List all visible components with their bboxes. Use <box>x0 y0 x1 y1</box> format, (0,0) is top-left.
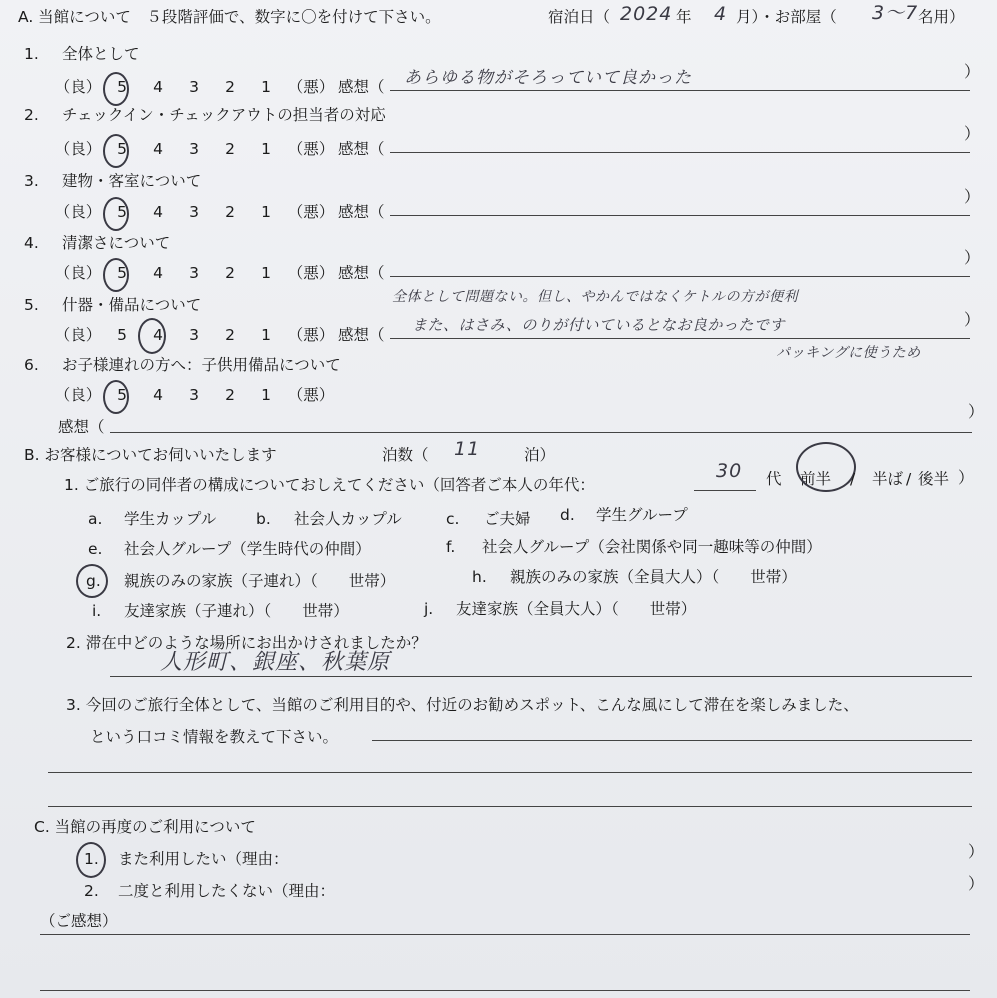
rating-5[interactable]: 5 <box>117 140 127 158</box>
option-i-label[interactable]: 友達家族（子連れ）（ 世帯） <box>124 602 349 620</box>
room-suffix: 名用） <box>918 8 965 26</box>
c-option-2-key[interactable]: 2. <box>84 882 99 900</box>
rating-1[interactable]: 1 <box>261 140 271 158</box>
q1-title: 全体として <box>62 45 140 63</box>
q2-comment-label: 感想（ <box>338 140 385 158</box>
option-j-label[interactable]: 友達家族（全員大人）（ 世帯） <box>456 600 697 618</box>
age-suffix: 代 <box>766 470 782 488</box>
q2-number: 2. <box>24 106 39 124</box>
rating-1[interactable]: 1 <box>261 326 271 344</box>
q4-comment-line[interactable] <box>390 276 970 277</box>
c-comment-line-1[interactable] <box>40 934 970 935</box>
q4-rating <box>52 266 338 282</box>
q1-comment[interactable]: あらゆる物がそろっていて良かった <box>404 68 692 88</box>
q5-rating <box>52 328 338 344</box>
c-comment-label: （ご感想） <box>40 912 118 930</box>
q3-close-paren: ） <box>964 187 981 206</box>
rating-3[interactable]: 3 <box>189 78 199 96</box>
rating-good-label: （良） <box>54 203 102 221</box>
rating-bad-label: （悪） <box>287 140 335 158</box>
option-a-label[interactable]: 学生カップル <box>124 510 217 528</box>
q4-number: 4. <box>24 234 39 252</box>
rating-2[interactable]: 2 <box>225 386 235 404</box>
stay-month-value[interactable]: 4 <box>714 3 728 25</box>
b-q3-text: 3. 今回のご旅行全体として、当館のご利用目的や、付近のお勧めスポット、こんな風にして滞在を楽しみました、 <box>66 696 859 714</box>
rating-bad-label: （悪） <box>287 203 335 221</box>
q3-comment-line[interactable] <box>390 215 970 216</box>
q4-title: 清潔さについて <box>62 234 171 252</box>
section-c-title: C. 当館の再度のご利用について <box>34 818 256 836</box>
option-i-key[interactable]: i. <box>92 602 102 620</box>
b-q3-text2: という口コミ情報を教えて下さい。 <box>90 728 339 746</box>
rating-2[interactable]: 2 <box>225 140 235 158</box>
q3-number: 3. <box>24 172 39 190</box>
q5-number: 5. <box>24 296 39 314</box>
c-comment-line-2[interactable] <box>40 990 970 991</box>
option-b-key[interactable]: b. <box>256 510 271 528</box>
q5-comment-above[interactable]: 全体として問題ない。但し、やかんではなくケトルの方が便利 <box>392 289 798 305</box>
rating-bad-label: （悪） <box>287 326 335 344</box>
c-option-1-key[interactable]: 1. <box>84 850 99 868</box>
age-line <box>694 490 756 491</box>
option-f-label[interactable]: 社会人グループ（会社関係や同一趣味等の仲間） <box>482 538 822 556</box>
option-b-label[interactable]: 社会人カップル <box>294 510 402 528</box>
rating-bad-label: （悪） <box>287 78 335 96</box>
q4-comment-label: 感想（ <box>338 264 385 282</box>
rating-4[interactable]: 4 <box>153 264 163 282</box>
b-q1-text: 1. ご旅行の同伴者の構成についておしえてください（回答者ご本人の年代： <box>64 476 595 494</box>
option-g-label[interactable]: 親族のみの家族（子連れ）（ 世帯） <box>124 572 396 590</box>
section-a-title: A. 当館について ５段階評価で、数字に〇を付けて下さい。 <box>18 8 441 26</box>
q4-selected-circle <box>103 258 129 292</box>
rating-5[interactable]: 5 <box>117 203 127 221</box>
rating-5[interactable]: 5 <box>117 326 127 344</box>
c-option-2-label[interactable]: 二度と利用したくない（理由： <box>118 882 336 900</box>
option-c-label[interactable]: ご夫婦 <box>484 510 531 528</box>
rating-3[interactable]: 3 <box>189 140 199 158</box>
q6-selected-circle <box>103 380 129 414</box>
q6-rating <box>52 388 338 404</box>
c-option-2-close-paren: ） <box>968 874 985 893</box>
c-option-1-close-paren: ） <box>968 842 985 861</box>
nights-suffix: 泊） <box>524 446 556 464</box>
q5-comment-line <box>390 338 970 339</box>
nights-value[interactable]: 11 <box>454 438 481 460</box>
age-option-late[interactable]: 後半 <box>918 470 950 488</box>
rating-2[interactable]: 2 <box>225 326 235 344</box>
option-h-label[interactable]: 親族のみの家族（全員大人）（ 世帯） <box>510 568 797 586</box>
q2-comment-line[interactable] <box>390 152 970 153</box>
rating-bad-label: （悪） <box>287 386 335 404</box>
q5-selected-circle <box>138 318 166 354</box>
q5-title: 什器・備品について <box>62 296 202 314</box>
room-value[interactable]: 3〜7 <box>872 2 919 24</box>
q6-comment-label: 感想（ <box>58 418 105 436</box>
q1-comment-line <box>390 90 970 91</box>
rating-good-label: （良） <box>54 78 102 96</box>
q5-comment-below[interactable]: パッキングに使うため <box>776 345 921 361</box>
option-d-label[interactable]: 学生グループ <box>596 506 688 524</box>
section-b-title: B. お客様についてお伺いいたします <box>24 446 277 464</box>
age-option-mid[interactable]: 半ば <box>872 470 904 488</box>
rating-good-label: （良） <box>54 386 102 404</box>
rating-1[interactable]: 1 <box>261 203 271 221</box>
age-close-paren: ） <box>958 468 975 487</box>
rating-1[interactable]: 1 <box>261 386 271 404</box>
age-value[interactable]: 30 <box>716 460 743 482</box>
rating-5[interactable]: 5 <box>117 386 127 404</box>
rating-bad-label: （悪） <box>287 264 335 282</box>
b-q3-answer-line-2[interactable] <box>48 772 972 773</box>
q1-rating <box>52 80 338 96</box>
b-q2-answer[interactable]: 人形町、銀座、秋葉原 <box>160 650 391 675</box>
rating-4[interactable]: 4 <box>153 203 163 221</box>
q3-selected-circle <box>103 197 129 231</box>
rating-good-label: （良） <box>54 140 102 158</box>
b-q3-answer-line-3[interactable] <box>48 806 972 807</box>
q3-rating <box>52 205 338 221</box>
age-option-early[interactable]: 前半 <box>800 470 832 488</box>
q2-rating <box>52 142 338 158</box>
month-suffix: 月）・お部屋（ <box>736 8 837 26</box>
rating-4[interactable]: 4 <box>153 386 163 404</box>
q5-comment-label: 感想（ <box>338 326 385 344</box>
q2-title: チェックイン・チェックアウトの担当者の対応 <box>62 106 386 124</box>
q3-comment-label: 感想（ <box>338 203 385 221</box>
q5-comment[interactable]: また、はさみ、のりが付いているとなお良かったです <box>412 316 785 334</box>
rating-3[interactable]: 3 <box>189 386 199 404</box>
q1-comment-label: 感想（ <box>338 78 385 96</box>
rating-2[interactable]: 2 <box>225 203 235 221</box>
age-separator: / <box>906 470 912 488</box>
q6-comment-line[interactable] <box>110 432 972 433</box>
stay-year-value[interactable]: 2024 <box>620 3 673 25</box>
q5-close-paren: ） <box>964 310 981 329</box>
b-q2-answer-line <box>110 676 972 677</box>
stay-date-label: 宿泊日（ <box>548 8 611 26</box>
q2-selected-circle <box>103 134 129 168</box>
b-q3-answer-line-1[interactable] <box>372 740 972 741</box>
rating-1[interactable]: 1 <box>261 264 271 282</box>
option-h-key[interactable]: h. <box>472 568 487 586</box>
q1-number: 1. <box>24 45 39 63</box>
option-e-label[interactable]: 社会人グループ（学生時代の仲間） <box>124 540 371 558</box>
q1-selected-circle <box>103 72 129 106</box>
q3-title: 建物・客室について <box>62 172 202 190</box>
q6-number: 6. <box>24 356 39 374</box>
rating-3[interactable]: 3 <box>189 264 199 282</box>
rating-5[interactable]: 5 <box>117 78 127 96</box>
age-selected-circle <box>796 442 856 492</box>
rating-2[interactable]: 2 <box>225 78 235 96</box>
c-option-1-label[interactable]: また利用したい（理由： <box>118 850 289 868</box>
year-suffix: 年 <box>676 8 692 26</box>
option-j-key[interactable]: j. <box>424 600 434 618</box>
rating-2[interactable]: 2 <box>225 264 235 282</box>
c-option-1-selected-circle <box>76 842 106 878</box>
option-c-key[interactable]: c. <box>446 510 460 528</box>
q4-close-paren: ） <box>964 248 981 267</box>
age-separator: / <box>850 470 856 488</box>
option-f-key[interactable]: f. <box>446 538 456 556</box>
rating-5[interactable]: 5 <box>117 264 127 282</box>
q2-close-paren: ） <box>964 124 981 143</box>
option-d-key[interactable]: d. <box>560 506 575 524</box>
b-q2-text: 2. 滞在中どのような場所にお出かけされましたか？ <box>66 634 427 652</box>
q1-close-paren: ） <box>964 62 981 81</box>
nights-label: 泊数（ <box>382 446 429 464</box>
option-a-key[interactable]: a. <box>88 510 103 528</box>
rating-4[interactable]: 4 <box>153 140 163 158</box>
rating-3[interactable]: 3 <box>189 203 199 221</box>
rating-good-label: （良） <box>54 326 102 344</box>
rating-3[interactable]: 3 <box>189 326 199 344</box>
q6-title: お子様連れの方へ：子供用備品について <box>62 356 341 374</box>
rating-1[interactable]: 1 <box>261 78 271 96</box>
q6-close-paren: ） <box>968 402 985 421</box>
rating-4[interactable]: 4 <box>153 326 163 344</box>
rating-good-label: （良） <box>54 264 102 282</box>
option-g-selected-circle <box>76 564 108 598</box>
rating-4[interactable]: 4 <box>153 78 163 96</box>
option-g-key[interactable]: g. <box>86 572 101 590</box>
option-e-key[interactable]: e. <box>88 540 103 558</box>
